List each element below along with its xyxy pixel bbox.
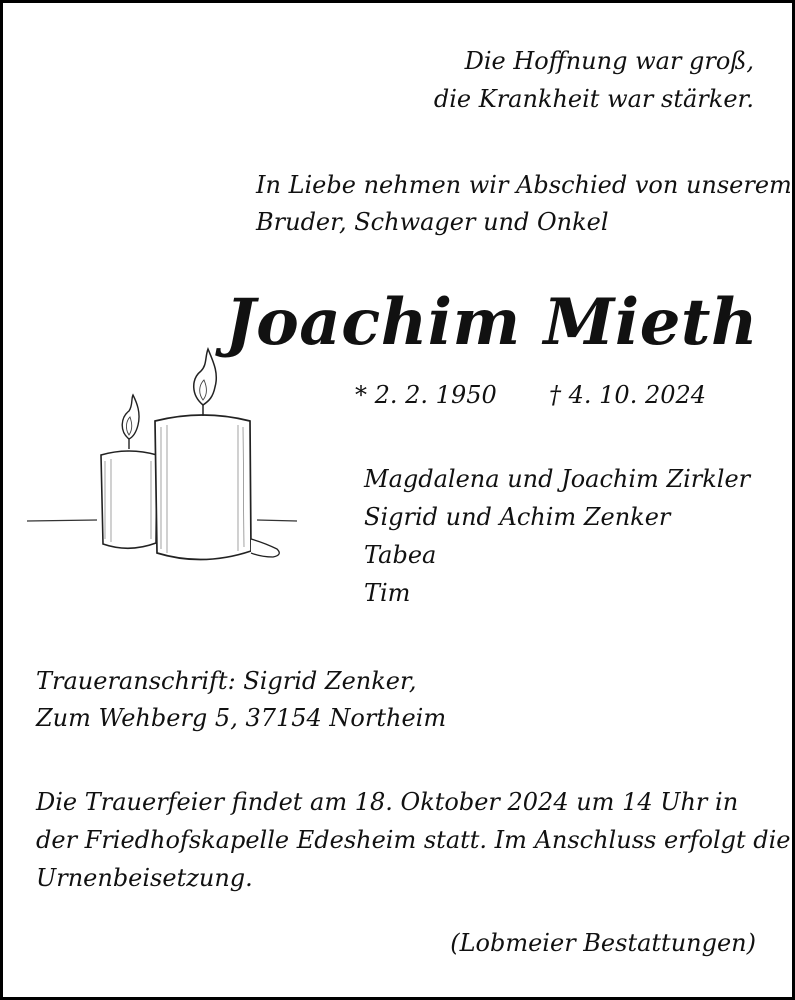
motto-line-2: die Krankheit war stärker. [433,85,754,113]
intro-line-1: In Liebe nehmen wir Abschied von unserem [256,171,792,199]
death-date: † 4. 10. 2024 [549,381,707,409]
birth-date: * 2. 2. 1950 [355,381,497,409]
mourning-address-line-1: Traueranschrift: Sigrid Zenker, [36,667,417,695]
intro-line-2: Bruder, Schwager und Onkel [256,208,609,236]
deceased-name: Joachim Mieth [225,285,758,360]
undertaker-name: (Lobmeier Bestattungen) [450,929,756,957]
service-line-1: Die Trauerfeier findet am 18. Oktober 2024 um 14 Uhr in [36,788,739,816]
mourner-2: Sigrid und Achim Zenker [364,503,671,531]
service-line-2: der Friedhofskapelle Edesheim statt. Im Anschluss erfolgt die [36,826,791,854]
mourner-3: Tabea [364,541,437,569]
service-line-3: Urnenbeisetzung. [36,864,253,892]
mourner-1: Magdalena und Joachim Zirkler [364,465,751,493]
mourner-4: Tim [364,579,411,607]
two-candles-icon [25,343,305,583]
mourning-address-line-2: Zum Wehberg 5, 37154 Northeim [36,704,447,732]
motto-line-1: Die Hoffnung war groß, [464,47,754,75]
